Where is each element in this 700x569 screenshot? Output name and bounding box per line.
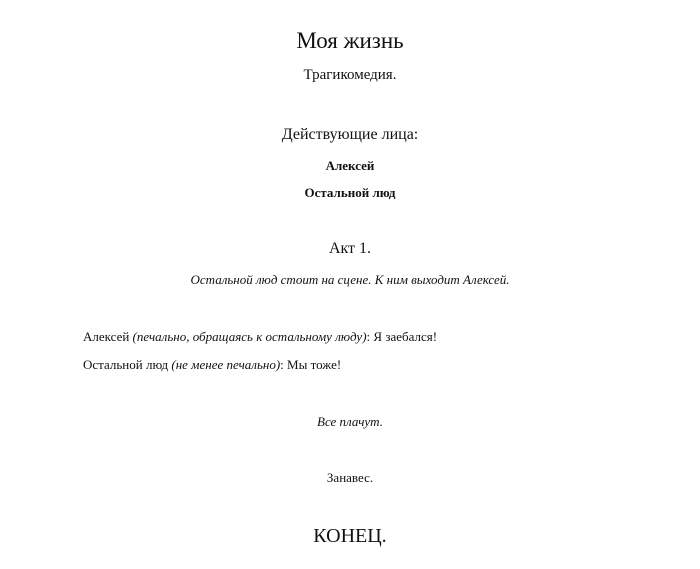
dialogue-text: Мы тоже! [287, 357, 342, 372]
cast-member: Остальной люд [304, 185, 396, 200]
speaker-direction: (печально, обращаясь к остальному люду) [132, 329, 367, 344]
play-title: Моя жизнь [296, 28, 404, 53]
end-line: КОНЕЦ. [313, 525, 387, 547]
curtain-line: Занавес. [326, 470, 374, 485]
stage-direction: Остальной люд стоит на сцене. К ним выходит Алексей. [190, 272, 510, 287]
colon: : [366, 329, 371, 344]
speaker-direction: (не менее печально) [171, 357, 281, 372]
act-heading: Акт 1. [328, 240, 372, 257]
stage-direction-weep: Все плачут. [317, 414, 383, 429]
speaker-name: Алексей [83, 329, 130, 344]
dialogue-text: Я заебался! [373, 329, 438, 344]
dialogue-line [83, 329, 437, 345]
play-genre: Трагикомедия. [303, 67, 397, 83]
dialogue-line [83, 357, 341, 373]
colon: : [280, 357, 284, 372]
cast-heading: Действующие лица: [281, 126, 419, 143]
cast-member: Алексей [325, 158, 375, 173]
speaker-name: Остальной люд [83, 357, 169, 372]
